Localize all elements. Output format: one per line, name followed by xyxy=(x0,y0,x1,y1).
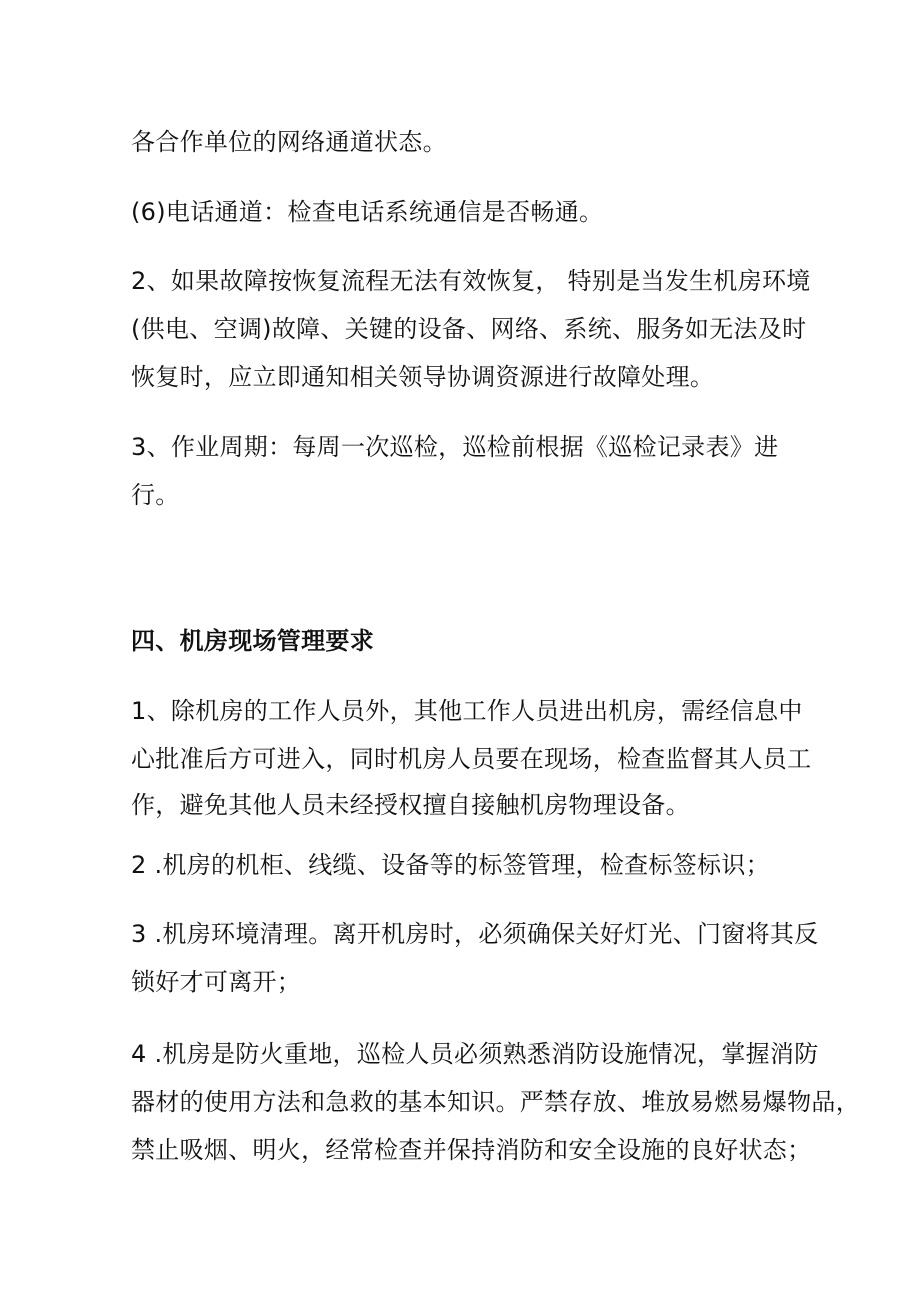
paragraph-line: 作，避免其他人员未经授权擅自接触机房物理设备。 xyxy=(131,791,690,819)
paragraph-line: 器材的使用方法和急救的基本知识。严禁存放、堆放易燃易爆物品， xyxy=(131,1088,860,1116)
paragraph-line: (供电、空调)故障、关键的设备、网络、系统、服务如无法及时 xyxy=(131,315,807,343)
paragraph-line: 各合作单位的网络通道状态。 xyxy=(131,128,447,156)
paragraph-line: 2 .机房的机柜、线缆、设备等的标签管理，检查标签标识； xyxy=(131,851,770,879)
paragraph-line: 禁止吸烟、明火，经常检查并保持消防和安全设施的良好状态； xyxy=(131,1136,812,1164)
paragraph-line: 3 .机房环境清理。离开机房时，必须确保关好灯光、门窗将其反 xyxy=(131,920,819,948)
paragraph-line: 行。 xyxy=(131,481,180,509)
paragraph-line: 2、如果故障按恢复流程无法有效恢复， 特别是当发生机房环境 xyxy=(131,267,811,295)
paragraph-line: 3、作业周期：每周一次巡检，巡检前根据《巡检记录表》进 xyxy=(131,433,779,461)
paragraph-line: 心批准后方可进入，同时机房人员要在现场，检查监督其人员工 xyxy=(131,745,812,773)
paragraph-line: 1、除机房的工作人员外，其他工作人员进出机房，需经信息中 xyxy=(131,697,803,725)
paragraph-line: 恢复时，应立即通知相关领导协调资源进行故障处理。 xyxy=(131,363,715,391)
paragraph-line: 4 .机房是防火重地，巡检人员必须熟悉消防设施情况，掌握消防 xyxy=(131,1040,819,1068)
section-heading: 四、机房现场管理要求 xyxy=(131,627,374,655)
paragraph-line: 锁好才可离开； xyxy=(131,968,302,996)
paragraph-line: (6)电话通道：检查电话系统通信是否畅通。 xyxy=(131,198,604,226)
